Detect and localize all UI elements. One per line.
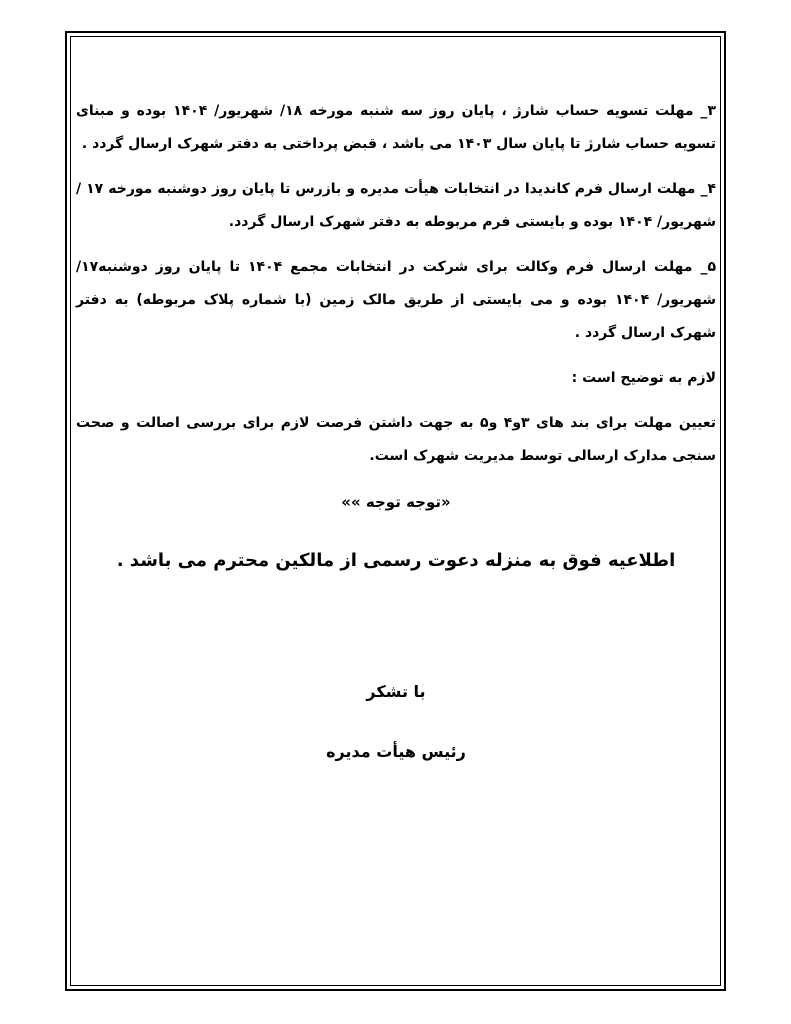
note-label: لازم به توضیح است :	[571, 370, 716, 386]
note-paragraph: تعیین مهلت برای بند های ۳و۴ و۵ به جهت داشتن فرصت لازم برای بررسی اصالت و صحت سنجی مدارک ارسالی توسط مدیریت شهرک است.	[76, 415, 717, 464]
item-4-paragraph: ۴_ مهلت ارسال فرم کاندیدا در انتخابات هیأت مدیره و بازرس تا پایان روز دوشنبه مورخه ۱۷ /شهریور/ ۱۴۰۴ بوده و بایستی فرم مربوطه به دفتر شهرک ارسال گردد.	[76, 181, 716, 230]
attention-heading: «توجه توجه »»	[341, 493, 451, 511]
announcement-text: اطلاعیه فوق به منزله دعوت رسمی از مالکین محترم می باشد .	[116, 550, 676, 571]
item-5-paragraph: ۵_ مهلت ارسال فرم وکالت برای شرکت در انتخابات مجمع ۱۴۰۴ تا پایان روز دوشنبه۱۷/شهریور/ ۱۴۰۴ بوده و می بایستی از طریق مالک زمین (با شماره پلاک مربوطه) به دفتر شهرک ارسال گردد .	[76, 259, 716, 341]
document-body	[76, 95, 716, 767]
closing-thanks: با تشکر	[366, 682, 426, 701]
item-3-paragraph: ۳_ مهلت تسویه حساب شارژ ، پایان روز سه شنبه مورخه ۱۸/ شهریور/ ۱۴۰۴ بوده و مبنای تسویه حساب شارژ تا پایان سال ۱۴۰۳ می باشد ، قبض پرداختی به دفتر شهرک ارسال گردد .	[76, 103, 716, 152]
signer-title: رئیس هیأت مدیره	[326, 742, 466, 761]
